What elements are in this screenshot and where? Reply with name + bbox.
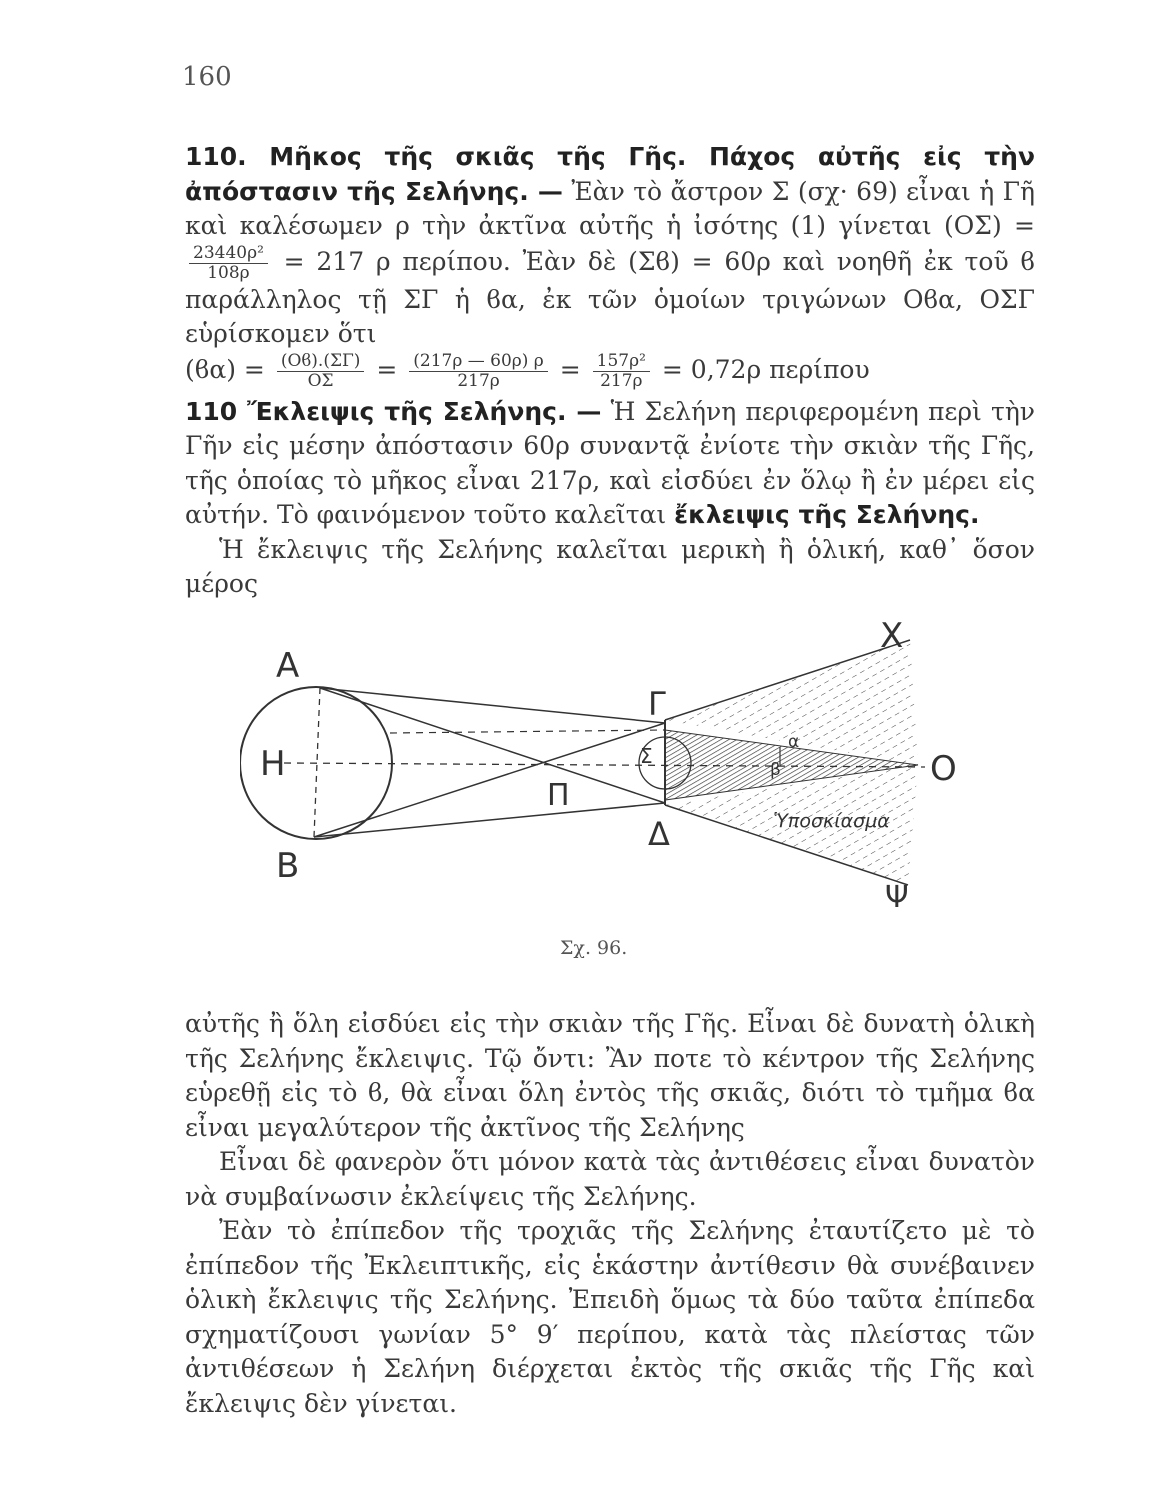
paragraph-partial-total: Ἡ ἔκλειψις τῆς Σελήνης καλεῖται μερικὴ ἢ ὁλική, καθ᾽ ὅσον μέρος: [185, 534, 1035, 598]
fraction-denominator: 217ρ: [457, 370, 500, 391]
section-110-lunar-eclipse: [185, 395, 1035, 533]
eclipse-diagram-svg: [240, 615, 980, 925]
label-beta: β: [770, 760, 781, 780]
section-text: Ἐὰν τὸ ἄστρον Σ (σχ· 69) εἶναι ἡ Γῆ καὶ καλέσωμεν ρ τὴν ἀκτῖνα αὐτῆς ἡ ἰσότης (1) γίνεται (ΟΣ) =: [185, 176, 1036, 240]
fraction-simplified: [593, 352, 650, 391]
label-Sigma: Σ: [640, 744, 653, 768]
fraction-numerator: 157ρ²: [593, 352, 650, 372]
fraction-numerator: (217ρ — 60ρ) ρ: [409, 352, 548, 372]
equals-sign: =: [376, 354, 398, 384]
label-penumbra: Ὑποσκίασμα: [773, 810, 890, 832]
label-X: X: [880, 616, 904, 656]
section-110-length-of-shadow: [185, 140, 1035, 352]
fraction-denominator: 108ρ: [207, 262, 250, 283]
label-Psi: Ψ: [885, 880, 909, 915]
label-Delta: Δ: [648, 815, 670, 853]
label-alpha: α: [788, 732, 800, 752]
equals-sign: =: [559, 354, 581, 384]
paragraph-oppositions: Εἶναι δὲ φανερὸν ὅτι μόνον κατὰ τὰς ἀντιθέσεις εἶναι δυνατὸν νὰ συμβαίνωσιν ἐκλείψεις τῆς Σελήνης.: [185, 1147, 1035, 1211]
formula-lhs: (ϐα) =: [185, 354, 265, 384]
label-H: H: [260, 744, 286, 784]
label-O: O: [930, 749, 957, 789]
label-Pi: Π: [547, 778, 570, 813]
bold-term-lunar-eclipse: ἔκλειψις τῆς Σελήνης.: [674, 500, 980, 529]
section-text: = 217 ρ περίπου. Ἐὰν δὲ (Σϐ) = 60ρ καὶ νοηθῆ ἐκ τοῦ ϐ παράλληλος τῇ ΣΓ ἡ ϐα, ἐκ τῶν ὁμοίων τριγώνων Οϐα, ΟΣΓ εὑρίσκομεν ὅτι: [185, 246, 1035, 348]
eclipse-diagram: [240, 615, 980, 925]
fraction-similar-triangles: [277, 352, 365, 391]
label-Gamma: Γ: [648, 685, 666, 723]
earth-diameter: [314, 688, 320, 837]
label-B: B: [276, 846, 300, 886]
paragraph-total-eclipse: αὐτῆς ἢ ὅλη εἰσδύει εἰς τὴν σκιὰν τῆς Γῆς. Εἶναι δὲ δυνατὴ ὁλικὴ τῆς Σελήνης ἔκλειψις. Τῷ ὄντι: Ἂν ποτε τὸ κέντρον τῆς Σελήνης εὑρεθῇ εἰς τὸ ϐ, θὰ εἶναι ὅλη ἐντὸς τῆς σκιᾶς, διότι τὸ τμῆμα ϐα εἶναι μεγαλύτερον τῆς ἀκτῖνος τῆς Σελήνης: [185, 1009, 1035, 1142]
label-A: A: [276, 646, 300, 686]
fraction-numerator: (Οϐ).(ΣΓ): [277, 352, 365, 372]
section-heading-shadow: 110. Μῆκος τῆς σκιᾶς τῆς Γῆς. Πάχος αὐτῆς εἰς τὴν ἀπόστασιν τῆς Σελήνης. —: [185, 142, 1035, 206]
fraction-substituted: [409, 352, 548, 391]
parallel-dashed-line: [390, 730, 665, 733]
fraction-denominator: 217ρ: [600, 370, 643, 391]
section-heading-eclipse: 110 Ἔκλειψις τῆς Σελήνης. —: [185, 396, 602, 426]
formula-line: [185, 352, 1035, 391]
paragraph-orbital-plane: Ἐὰν τὸ ἐπίπεδον τῆς τροχιᾶς τῆς Σελήνης ἐταυτίζετο μὲ τὸ ἐπίπεδον τῆς Ἐκλειπτικῆς, εἰς ἑκάστην ἀντίθεσιν θὰ συνέβαινεν ὁλικὴ ἔκλειψις τῆς Σελήνης. Ἐπειδὴ ὅμως τὰ δύο ταῦτα ἐπίπεδα σχηματίζουσι γωνίαν 5° 9′ περίπου, κατὰ τὰς πλείστας τῶν ἀντιθέσεων ἡ Σελήνη διέρχεται ἐκτὸς τῆς σκιᾶς τῆς Γῆς καὶ ἔκλειψις δὲν γίνεται.: [185, 1216, 1035, 1418]
upper-text-block: [185, 140, 1035, 602]
page-number: 160: [182, 62, 232, 92]
section-text: Ἡ Σελήνη περιφερομένη περὶ τὴν Γῆν εἰς μέσην ἀπόστασιν 60ρ συναντᾷ ἐνίοτε τὴν σκιὰν τῆς Γῆς, τῆς ὁποίας τὸ μῆκος εἶναι 217ρ, καὶ εἰσδύει ἐν ὅλῳ ἢ ἐν μέρει εἰς αὐτήν. Τὸ φαινόμενον τοῦτο καλεῖται: [185, 396, 1035, 529]
fraction-denominator: ΟΣ: [307, 370, 334, 391]
fraction-numerator: 23440ρ²: [189, 244, 268, 264]
fraction-shadow-length: [189, 244, 268, 283]
lower-text-block: [185, 1007, 1035, 1421]
figure-caption: Σχ. 96.: [560, 937, 628, 959]
formula-result: = 0,72ρ περίπου: [661, 354, 870, 384]
